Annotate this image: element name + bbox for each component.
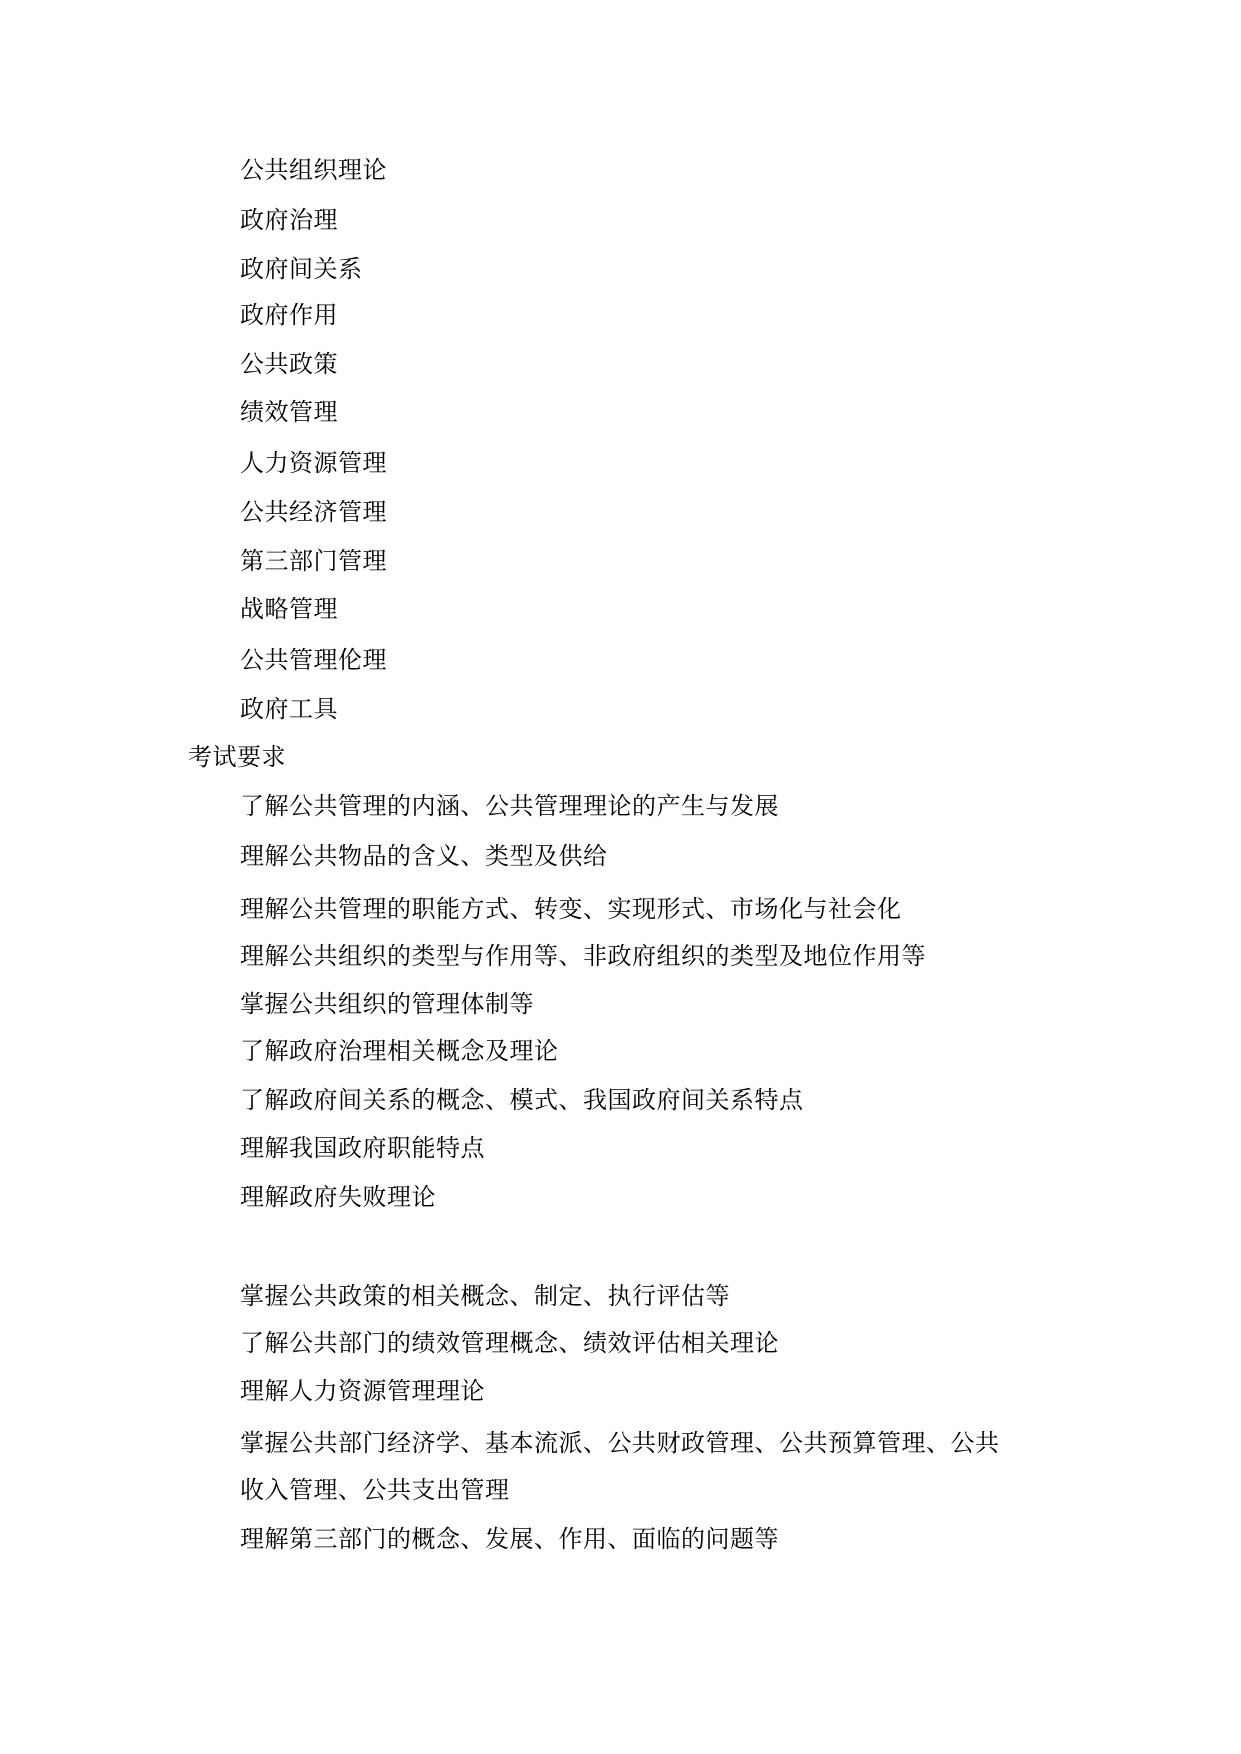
topic-item: 公共管理伦理 — [240, 646, 387, 674]
topic-item: 政府作用 — [240, 301, 338, 329]
requirement-item: 了解政府间关系的概念、模式、我国政府间关系特点 — [240, 1086, 804, 1114]
topic-item: 公共政策 — [240, 350, 338, 378]
requirement-item: 理解公共管理的职能方式、转变、实现形式、市场化与社会化 — [240, 895, 902, 923]
requirements-heading: 考试要求 — [188, 743, 286, 771]
requirement-item: 了解公共部门的绩效管理概念、绩效评估相关理论 — [240, 1329, 779, 1357]
topic-item: 政府工具 — [240, 695, 338, 723]
requirement-item: 理解公共物品的含义、类型及供给 — [240, 842, 608, 870]
topic-item: 人力资源管理 — [240, 449, 387, 477]
requirement-item: 理解我国政府职能特点 — [240, 1134, 485, 1162]
topic-item: 政府治理 — [240, 206, 338, 234]
topic-item: 公共组织理论 — [240, 156, 387, 184]
topic-item: 绩效管理 — [240, 398, 338, 426]
topic-item: 第三部门管理 — [240, 547, 387, 575]
requirement-item: 了解政府治理相关概念及理论 — [240, 1037, 559, 1065]
requirement-item-continuation: 收入管理、公共支出管理 — [240, 1476, 510, 1504]
topic-item: 公共经济管理 — [240, 498, 387, 526]
requirement-item: 掌握公共组织的管理体制等 — [240, 990, 534, 1018]
requirement-item: 理解第三部门的概念、发展、作用、面临的问题等 — [240, 1525, 779, 1553]
requirement-item: 掌握公共部门经济学、基本流派、公共财政管理、公共预算管理、公共 — [240, 1429, 1000, 1457]
requirement-item: 了解公共管理的内涵、公共管理理论的产生与发展 — [240, 792, 779, 820]
requirement-item: 理解政府失败理论 — [240, 1183, 436, 1211]
topic-item: 政府间关系 — [240, 255, 363, 283]
requirement-item: 理解公共组织的类型与作用等、非政府组织的类型及地位作用等 — [240, 942, 926, 970]
requirement-item: 掌握公共政策的相关概念、制定、执行评估等 — [240, 1282, 730, 1310]
requirement-item: 理解人力资源管理理论 — [240, 1377, 485, 1405]
topic-item: 战略管理 — [240, 595, 338, 623]
